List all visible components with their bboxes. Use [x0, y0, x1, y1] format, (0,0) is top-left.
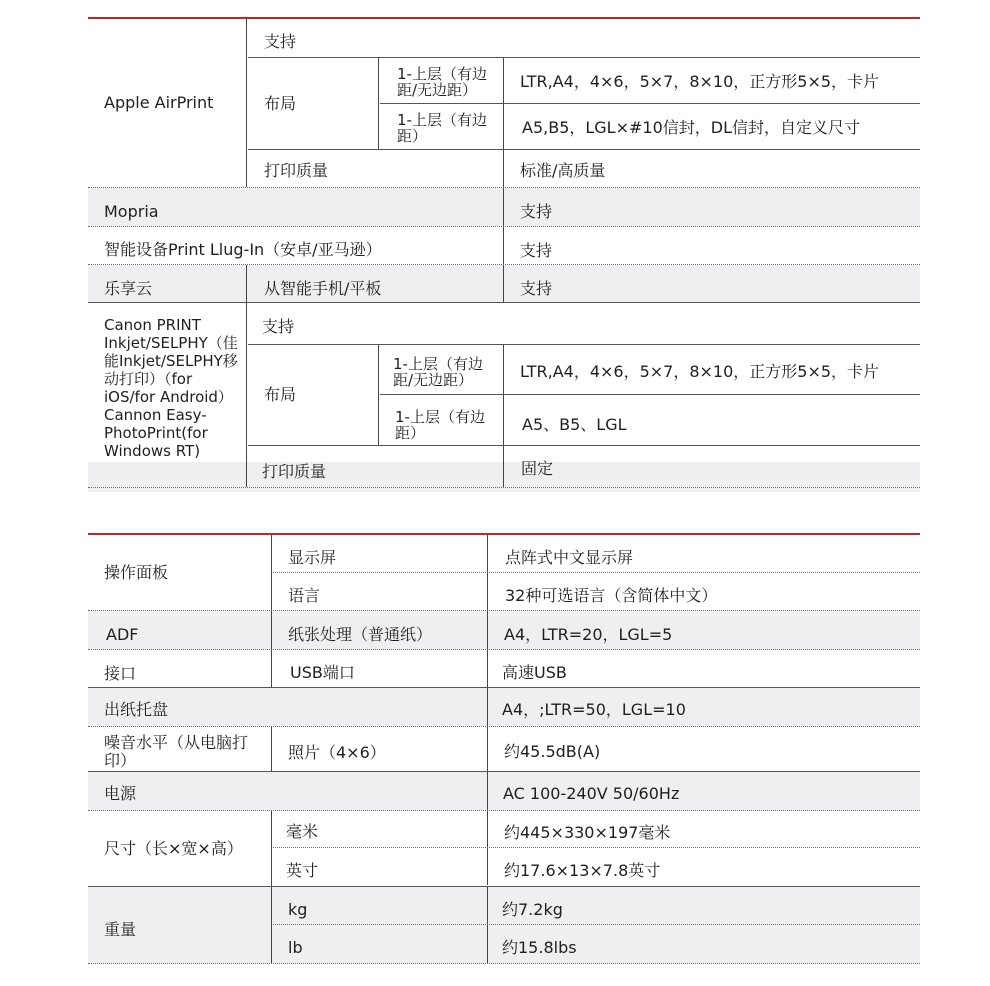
panel-display-value: 点阵式中文显示屏: [505, 548, 634, 568]
plugin-value: 支持: [520, 241, 553, 261]
panel-language-value: 32种可选语言（含简体中文）: [505, 586, 718, 606]
divider: [248, 344, 920, 345]
divider: [487, 535, 488, 885]
weight-lb-value: 约15.8lbs: [502, 938, 577, 958]
divider: [88, 886, 920, 887]
divider: [88, 771, 920, 772]
divider: [88, 487, 920, 488]
divider: [246, 265, 247, 303]
airprint-support: 支持: [264, 32, 297, 52]
divider: [248, 445, 920, 446]
dimensions-mm-label: 毫米: [286, 822, 319, 842]
weight-kg-value: 约7.2kg: [502, 900, 563, 920]
divider: [273, 847, 920, 848]
divider: [380, 103, 920, 104]
airprint-layout-label: 布局: [264, 93, 297, 113]
row-label-output-tray: 出纸托盘: [104, 700, 169, 720]
divider: [88, 187, 920, 188]
row-label-dimensions: 尺寸（长×宽×高）: [104, 839, 243, 859]
airprint-quality-label: 打印质量: [264, 161, 329, 181]
airprint-tray-2: 1-上层（有边距）: [397, 110, 487, 145]
divider: [88, 726, 920, 727]
row-label-interface: 接口: [104, 664, 137, 684]
row-label-power: 电源: [104, 784, 137, 804]
row-label-weight: 重量: [104, 920, 137, 940]
row-band: [88, 188, 920, 226]
row-label-plugin: 智能设备Print Llug-In（安卓/亚马逊）: [104, 240, 382, 260]
output-tray-value: A4，;LTR=50，LGL=10: [502, 700, 686, 720]
weight-lb-label: lb: [288, 938, 303, 958]
noise-value: 约45.5dB(A): [504, 742, 601, 762]
airprint-quality-value: 标准/高质量: [520, 161, 606, 181]
canon-quality-value: 固定: [521, 459, 554, 479]
adf-value: A4，LTR=20，LGL=5: [504, 625, 673, 645]
panel-display-label: 显示屏: [288, 548, 337, 568]
divider: [88, 226, 920, 227]
spec-table-hardware: [88, 522, 920, 964]
canon-quality-label: 打印质量: [262, 462, 327, 482]
canon-sizes-2: A5、B5、LGL: [522, 415, 627, 435]
mopria-value: 支持: [520, 202, 553, 222]
divider: [487, 887, 488, 964]
divider: [273, 924, 920, 925]
canon-sizes-1: LTR,A4，4×6，5×7，8×10，正方形5×5，卡片: [520, 362, 880, 382]
divider: [271, 535, 272, 611]
divider: [88, 264, 920, 265]
divider: [378, 345, 379, 445]
row-label-adf: ADF: [106, 625, 139, 645]
canon-tray-1: 1-上层（有边距/无边距）: [393, 354, 483, 389]
panel-language-label: 语言: [288, 586, 321, 606]
row-label-lexiangyun: 乐享云: [104, 279, 153, 299]
divider: [503, 188, 504, 302]
spec-table-printing: [88, 0, 920, 492]
divider: [378, 58, 379, 149]
divider: [380, 394, 920, 395]
divider: [248, 57, 920, 58]
power-value: AC 100-240V 50/60Hz: [503, 784, 680, 804]
row-label-mopria: Mopria: [104, 202, 159, 222]
canon-layout-label: 布局: [264, 385, 297, 405]
row-label-control-panel: 操作面板: [104, 563, 169, 583]
divider: [503, 150, 504, 188]
lexiangyun-sub: 从智能手机/平板: [264, 279, 382, 299]
divider: [271, 727, 272, 771]
divider: [273, 572, 920, 573]
canon-support: 支持: [262, 317, 295, 337]
divider: [88, 687, 920, 688]
divider: [248, 149, 920, 150]
airprint-sizes-1: LTR,A4，4×6，5×7，8×10，正方形5×5，卡片: [520, 72, 880, 92]
table-top-rule: [88, 533, 920, 535]
dimensions-mm-value: 约445×330×197毫米: [504, 823, 671, 843]
divider: [246, 19, 247, 187]
divider: [88, 963, 920, 964]
divider: [246, 303, 247, 487]
divider: [503, 345, 504, 487]
interface-value: 高速USB: [502, 663, 567, 683]
row-label-airprint: Apple AirPrint: [104, 93, 214, 113]
divider: [88, 649, 920, 650]
row-label-noise: 噪音水平（从电脑打印）: [104, 733, 249, 770]
row-label-canon-print: Canon PRINT Inkjet/SELPHY（佳能Inkjet/SELPHY移动打印）（for iOS/for Android）Cannon Easy-PhotoPrint(for Windows RT): [104, 316, 238, 460]
airprint-tray-1: 1-上层（有边距/无边距）: [397, 64, 487, 99]
weight-kg-label: kg: [288, 900, 308, 920]
row-band: [88, 265, 920, 303]
divider: [88, 610, 920, 611]
lexiangyun-value: 支持: [520, 279, 553, 299]
dimensions-inch-label: 英寸: [286, 861, 319, 881]
divider: [88, 302, 920, 303]
canon-tray-2: 1-上层（有边距）: [395, 407, 485, 442]
adf-sub: 纸张处理（普通纸）: [288, 625, 433, 645]
interface-sub: USB端口: [290, 663, 355, 683]
divider: [271, 811, 272, 964]
airprint-sizes-2: A5,B5，LGL×#10信封，DL信封，自定义尺寸: [522, 118, 861, 138]
dimensions-inch-value: 约17.6×13×7.8英寸: [504, 861, 661, 881]
noise-sub: 照片（4×6）: [288, 743, 386, 763]
